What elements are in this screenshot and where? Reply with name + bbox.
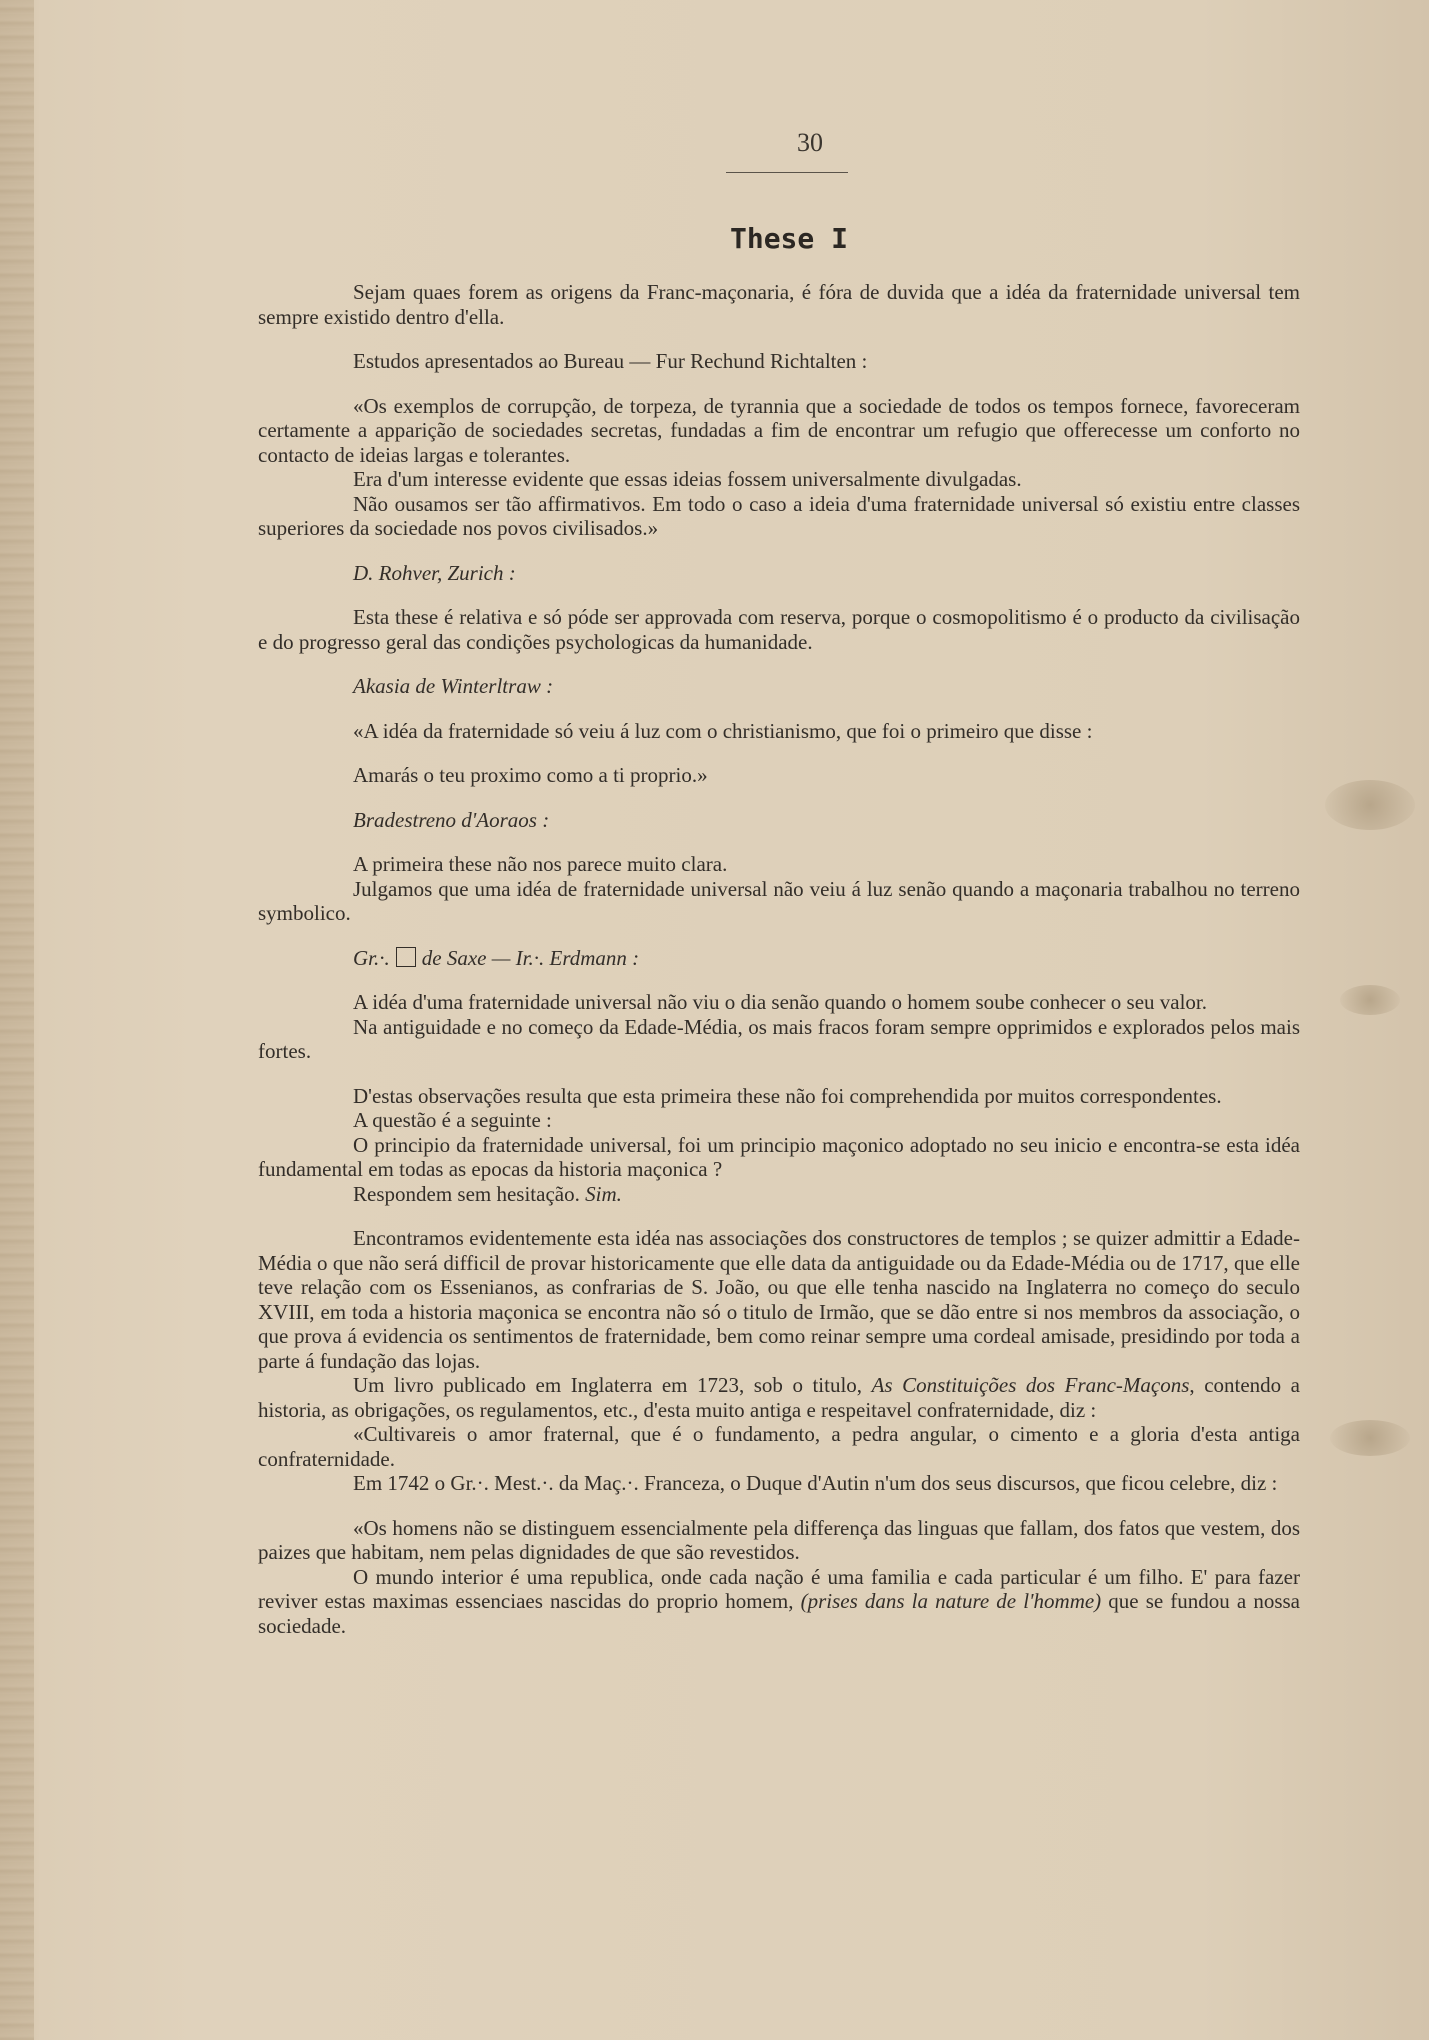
- binding-edge: [0, 0, 34, 2040]
- book-title: As Constituições dos Franc-Maçons: [871, 1373, 1190, 1397]
- paragraph: Na antiguidade e no começo da Edade-Média, os mais fracos foram sempre opprimidos e explorados pelos mais fortes.: [258, 1014, 1300, 1063]
- paragraph: «Cultivareis o amor fraternal, que é o fundamento, a pedra angular, o cimento e a gloria d'esta antiga confraternidade.: [258, 1422, 1300, 1471]
- paragraph: Era d'um interesse evidente que essas ideias fossem universalmente divulgadas.: [353, 467, 1022, 491]
- paragraph: [258, 1565, 1300, 1639]
- body-text: [258, 280, 1300, 1638]
- paragraph: [258, 1182, 1300, 1207]
- paragraph: Esta these é relativa e só póde ser approvada com reserva, porque o cosmopolitismo é o producto da civilisação e do progresso geral das condições psychologicas da humanidade.: [258, 605, 1300, 654]
- lodge-prefix: Gr.·.: [353, 945, 390, 970]
- paragraph: Sejam quaes forem as origens da Franc-maçonaria, é fóra de duvida que a idéa da fraternidade universal tem sempre existido dentro d'ella.: [258, 280, 1300, 329]
- paragraph: Encontramos evidentemente esta idéa nas associações dos constructores de templos ; se quizer admittir a Edade-Média o que não será difficil de provar historicamente que elle data da antiguidade ou da Edade-Média ou de 1717, que elle teve relação com os Essenianos, as confrarias de S. João, ou que elle tenha nascido na Inglaterra no começo do seculo XVIII, em toda a historia maçonica se encontra não só o titulo de Irmão, que se dão entre si nos membros da associação, o que prova á evidencia os sentimentos de fraternidade, bem como reinar sempre uma cordeal amisade, presidindo por toda a parte á fundação das lojas.: [258, 1226, 1300, 1373]
- closing-text: O mundo interior é uma republica, onde cada nação é uma familia e cada particular é um filho. E' para fazer reviver estas maximas essenciaes nascidas do proprio homem,: [258, 1564, 1300, 1613]
- paragraph: «Os homens não se distinguem essencialmente pela differença das linguas que fallam, dos fatos que vestem, dos paizes que habitam, nem pelas dignidades de que são revestidos.: [258, 1515, 1300, 1564]
- paragraph: «Os exemplos de corrupção, de torpeza, de tyrannia que a sociedade de todos os tempos fornece, favoreceram certamente a apparição de sociedades secretas, fundadas a fim de encontrar um refugio que offerecesse um conforto no contacto de ideias largas e tolerantes.: [258, 393, 1300, 467]
- paragraph: Amarás o teu proximo como a ti proprio.»: [353, 763, 708, 787]
- speaker-heading: [258, 946, 1300, 971]
- paragraph: [258, 1373, 1300, 1422]
- book-intro: Um livro publicado em Inglaterra em 1723, sob o titulo,: [353, 1373, 863, 1397]
- lodge-square-icon: [396, 947, 416, 967]
- closing-french: (prises dans la nature de l'homme): [800, 1589, 1102, 1613]
- closing-end: que se fundou a nossa sociedade.: [258, 1589, 1301, 1638]
- paragraph: D'estas observações resulta que esta primeira these não foi comprehendida por muitos correspondentes.: [353, 1083, 1222, 1108]
- lodge-suffix: de Saxe — Ir.·. Erdmann :: [421, 945, 640, 970]
- speaker-heading: Akasia de Winterltraw :: [353, 674, 554, 698]
- paragraph: A questão é a seguinte :: [353, 1108, 552, 1132]
- header-rule: [726, 172, 848, 173]
- paragraph: Em 1742 o Gr.·. Mest.·. da Maç.·. Franceza, o Duque d'Autin n'um dos seus discursos, que ficou celebre, diz :: [353, 1471, 1278, 1495]
- speaker-heading: Bradestreno d'Aoraos :: [353, 807, 550, 832]
- speaker-heading: D. Rohver, Zurich :: [353, 560, 516, 585]
- paragraph: Estudos apresentados ao Bureau — Fur Rechund Richtalten :: [353, 349, 868, 373]
- page-number: 30: [797, 128, 823, 157]
- stain-mark: [1330, 1420, 1410, 1456]
- stain-mark: [1340, 985, 1400, 1015]
- answer-value: Sim.: [585, 1181, 622, 1206]
- book-description: , contendo a historia, as obrigações, os regulamentos, etc., d'esta muito antiga e respeitavel confraternidade, diz :: [258, 1373, 1300, 1422]
- answer-label: Respondem sem hesitação.: [353, 1181, 580, 1206]
- paragraph: Julgamos que uma idéa de fraternidade universal não veiu á luz senão quando a maçonaria trabalhou no terreno symbolico.: [258, 876, 1300, 925]
- paragraph: O principio da fraternidade universal, foi um principio maçonico adoptado no seu inicio e encontra-se esta idéa fundamental em todas as epocas da historia maçonica ?: [258, 1132, 1300, 1181]
- stain-mark: [1325, 780, 1415, 830]
- paragraph: A primeira these não nos parece muito clara.: [353, 852, 728, 876]
- paragraph: «A idéa da fraternidade só veiu á luz com o christianismo, que foi o primeiro que disse :: [353, 718, 1093, 743]
- paragraph: Não ousamos ser tão affirmativos. Em todo o caso a ideia d'uma fraternidade universal só existiu entre classes superiores da sociedade nos povos civilisados.»: [258, 491, 1300, 540]
- page-title: These I: [729, 222, 848, 255]
- paragraph: A idéa d'uma fraternidade universal não viu o dia senão quando o homem soube conhecer o seu valor.: [353, 990, 1208, 1014]
